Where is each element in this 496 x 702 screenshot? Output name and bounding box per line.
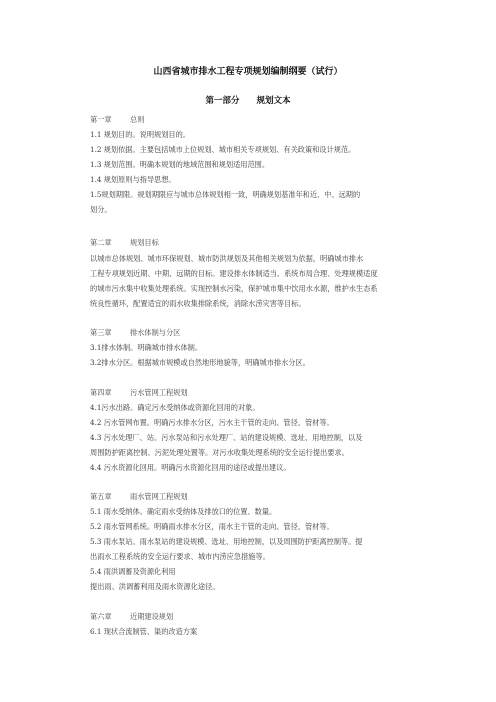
- paragraph-line: 5.2 雨水管网系统。明确雨水排水分区，雨水主干管的走向、管径、管材等。: [90, 522, 334, 531]
- chapter-number: 第二章: [90, 238, 112, 247]
- paragraph-line: 的城市污水集中收集处理系统。实现控制水污染，保护城市集中饮用水水源，维护水生态系: [90, 284, 378, 293]
- paragraph-line: 1.2 规划依据。主要包括城市上位规划、城市相关专项规划、有关政策和设计规范。: [90, 145, 356, 154]
- chapter-heading: [90, 492, 408, 501]
- part-title: 第一部分 规划文本: [205, 96, 291, 106]
- chapter-number: 第三章: [90, 328, 112, 337]
- chapter-number: 第五章: [90, 492, 112, 501]
- paragraph-line: 5.3 雨水泵站。雨水泵站的建设规模、选址、用地控制，以及周围防护距离控制等。提: [90, 537, 363, 546]
- chapter-name: 雨水管网工程规划: [130, 492, 188, 501]
- chapter-heading: [90, 115, 408, 124]
- paragraph-line: 1.4 规划原则与指导思想。: [90, 175, 176, 184]
- document-title: 山西省城市排水工程专项规划编制纲要（试行）: [153, 67, 343, 77]
- paragraph-line: 周围防护距离控制、污泥处理处置等。对污水收集处理系统的安全运行提出要求。: [90, 448, 349, 457]
- paragraph-line: 出雨水工程系统的安全运行要求、城市内涝应急措施等。: [90, 552, 270, 561]
- chapter-name: 总则: [130, 115, 145, 124]
- paragraph-line: 1.1 规划目的。说明规划目的。: [90, 130, 190, 139]
- paragraph-line: 5.4 雨洪调蓄及资源化利用: [90, 567, 176, 576]
- chapter-name: 规划目标: [130, 238, 159, 247]
- chapter-name: 污水管网工程规划: [130, 388, 188, 397]
- paragraph-line: 3.2排水分区。根据城市规模或自然地形地貌等，明确城市排水分区。: [90, 358, 310, 367]
- chapter-heading: [90, 612, 408, 621]
- chapter-name: 近期建设规划: [130, 612, 174, 621]
- paragraph-line: 4.1污水出路。确定污水受纳体或资源化回用的对象。: [90, 403, 260, 412]
- paragraph-line: 统良性循环，配置适宜的雨水收集排除系统，消除水涝灾害等目标。: [90, 299, 306, 308]
- paragraph-line: 3.1排水体制。明确城市排水体制。: [90, 343, 203, 352]
- paragraph-line: 5.1 雨水受纳体。确定雨水受纳体及排放口的位置、数量。: [90, 507, 277, 516]
- chapter-heading: [90, 388, 408, 397]
- paragraph-line: 4.2 污水管网布置。明确污水排水分区，污水主干管的走向、管径、管材等。: [90, 418, 334, 427]
- paragraph-line: 4.4 污水资源化回用。明确污水资源化回用的途径或提出建议。: [90, 463, 291, 472]
- paragraph-line: 1.3 规划范围。明确本规划的地域范围和规划适用范围。: [90, 160, 270, 169]
- paragraph-line: 工程专项规划近期、中期、远期的目标。建设排水体制适当、系统布局合理、处理规模适度: [90, 269, 378, 278]
- paragraph-line: 4.3 污水处理厂、站。污水泵站和污水处理厂、站的建设规模、选址、用地控制，以及: [90, 433, 363, 442]
- chapter-heading: [90, 238, 408, 247]
- chapter-name: 排水体制与分区: [130, 328, 181, 337]
- chapter-number: 第六章: [90, 612, 112, 621]
- chapter-number: 第四章: [90, 388, 112, 397]
- paragraph-line: 提出雨、洪调蓄利用及雨水资源化途径。: [90, 582, 220, 591]
- paragraph-line: 6.1 现状合流制管、渠的改造方案: [90, 627, 198, 636]
- paragraph-line: 划分。: [90, 205, 112, 214]
- chapter-heading: [90, 328, 408, 337]
- chapter-number: 第一章: [90, 115, 112, 124]
- paragraph-line: 1.5规划期限。规划期限应与城市总体规划相一致，明确规划基准年和近、中、远期的: [90, 190, 361, 199]
- paragraph-line: 以城市总体规划、城市环保规划、城市防洪规划及其他相关规划为依据，明确城市排水: [90, 254, 364, 263]
